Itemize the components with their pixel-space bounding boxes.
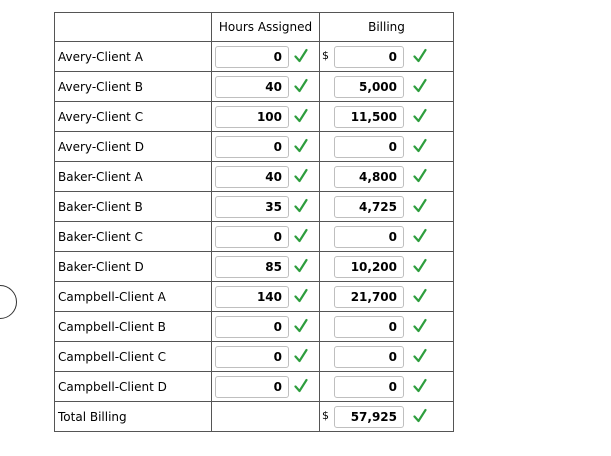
table-row — [55, 132, 454, 162]
billing-input[interactable]: 0 — [334, 346, 404, 368]
table-row — [55, 372, 454, 402]
hours-cell — [212, 102, 320, 132]
hours-assigned-input[interactable]: 35 — [215, 196, 289, 218]
correct-check-icon — [413, 138, 427, 154]
billing-input[interactable]: 4,800 — [334, 166, 404, 188]
billing-cell — [320, 102, 454, 132]
partial-circle-icon — [0, 285, 17, 319]
total-hours-empty-cell — [212, 402, 320, 432]
header-hours-assigned: Hours Assigned — [212, 13, 320, 42]
correct-check-icon — [413, 48, 427, 64]
row-label: Avery-Client A — [55, 42, 212, 72]
hours-assigned-input[interactable]: 0 — [215, 316, 289, 338]
header-billing: Billing — [320, 13, 454, 42]
correct-check-icon — [294, 348, 308, 364]
billing-input[interactable]: 10,200 — [334, 256, 404, 278]
correct-check-icon — [413, 348, 427, 364]
correct-check-icon — [413, 78, 427, 94]
billing-input[interactable]: 4,725 — [334, 196, 404, 218]
currency-symbol: $ — [322, 409, 329, 422]
header-label-cell — [55, 13, 212, 42]
correct-check-icon — [294, 168, 308, 184]
hours-cell — [212, 312, 320, 342]
hours-cell — [212, 252, 320, 282]
table-row — [55, 192, 454, 222]
billing-input[interactable]: 11,500 — [334, 106, 404, 128]
hours-assigned-input[interactable]: 40 — [215, 166, 289, 188]
total-billing-label: Total Billing — [55, 402, 212, 432]
billing-cell — [320, 42, 454, 72]
billing-cell — [320, 132, 454, 162]
total-billing-input[interactable]: 57,925 — [334, 406, 404, 428]
billing-cell — [320, 312, 454, 342]
hours-assigned-input[interactable]: 85 — [215, 256, 289, 278]
billing-table — [54, 12, 454, 432]
row-label: Campbell-Client D — [55, 372, 212, 402]
correct-check-icon — [294, 48, 308, 64]
billing-cell — [320, 192, 454, 222]
correct-check-icon — [413, 258, 427, 274]
correct-check-icon — [413, 168, 427, 184]
row-label: Avery-Client B — [55, 72, 212, 102]
row-label: Baker-Client A — [55, 162, 212, 192]
table-header-row — [55, 13, 454, 42]
correct-check-icon — [294, 318, 308, 334]
correct-check-icon — [413, 108, 427, 124]
hours-cell — [212, 192, 320, 222]
hours-cell — [212, 222, 320, 252]
hours-assigned-input[interactable]: 140 — [215, 286, 289, 308]
table-row — [55, 72, 454, 102]
billing-cell — [320, 372, 454, 402]
billing-input[interactable]: 0 — [334, 46, 404, 68]
hours-assigned-input[interactable]: 40 — [215, 76, 289, 98]
hours-cell — [212, 42, 320, 72]
billing-cell — [320, 162, 454, 192]
billing-input[interactable]: 21,700 — [334, 286, 404, 308]
table-row — [55, 42, 454, 72]
hours-assigned-input[interactable]: 100 — [215, 106, 289, 128]
hours-cell — [212, 132, 320, 162]
hours-cell — [212, 72, 320, 102]
hours-assigned-input[interactable]: 0 — [215, 226, 289, 248]
hours-assigned-input[interactable]: 0 — [215, 376, 289, 398]
table-row — [55, 282, 454, 312]
total-billing-row — [55, 402, 454, 432]
hours-cell — [212, 372, 320, 402]
row-label: Campbell-Client C — [55, 342, 212, 372]
table-row — [55, 102, 454, 132]
correct-check-icon — [413, 318, 427, 334]
billing-input[interactable]: 0 — [334, 136, 404, 158]
row-label: Avery-Client C — [55, 102, 212, 132]
correct-check-icon — [294, 78, 308, 94]
total-billing-cell — [320, 402, 454, 432]
row-label: Campbell-Client A — [55, 282, 212, 312]
billing-input[interactable]: 0 — [334, 376, 404, 398]
currency-symbol: $ — [322, 49, 329, 62]
correct-check-icon — [413, 378, 427, 394]
billing-cell — [320, 342, 454, 372]
billing-input[interactable]: 0 — [334, 316, 404, 338]
correct-check-icon — [413, 228, 427, 244]
correct-check-icon — [294, 228, 308, 244]
hours-cell — [212, 162, 320, 192]
row-label: Baker-Client B — [55, 192, 212, 222]
billing-cell — [320, 72, 454, 102]
correct-check-icon — [413, 408, 427, 424]
row-label: Campbell-Client B — [55, 312, 212, 342]
table-row — [55, 312, 454, 342]
billing-input[interactable]: 5,000 — [334, 76, 404, 98]
correct-check-icon — [294, 258, 308, 274]
billing-cell — [320, 222, 454, 252]
correct-check-icon — [413, 198, 427, 214]
row-label: Baker-Client D — [55, 252, 212, 282]
correct-check-icon — [294, 198, 308, 214]
hours-assigned-input[interactable]: 0 — [215, 136, 289, 158]
hours-cell — [212, 342, 320, 372]
table-row — [55, 222, 454, 252]
correct-check-icon — [413, 288, 427, 304]
table-row — [55, 252, 454, 282]
row-label: Baker-Client C — [55, 222, 212, 252]
table-row — [55, 162, 454, 192]
correct-check-icon — [294, 288, 308, 304]
hours-cell — [212, 282, 320, 312]
table-row — [55, 342, 454, 372]
row-label: Avery-Client D — [55, 132, 212, 162]
correct-check-icon — [294, 138, 308, 154]
billing-cell — [320, 252, 454, 282]
correct-check-icon — [294, 108, 308, 124]
hours-assigned-input[interactable]: 0 — [215, 46, 289, 68]
billing-input[interactable]: 0 — [334, 226, 404, 248]
hours-assigned-input[interactable]: 0 — [215, 346, 289, 368]
billing-cell — [320, 282, 454, 312]
correct-check-icon — [294, 378, 308, 394]
